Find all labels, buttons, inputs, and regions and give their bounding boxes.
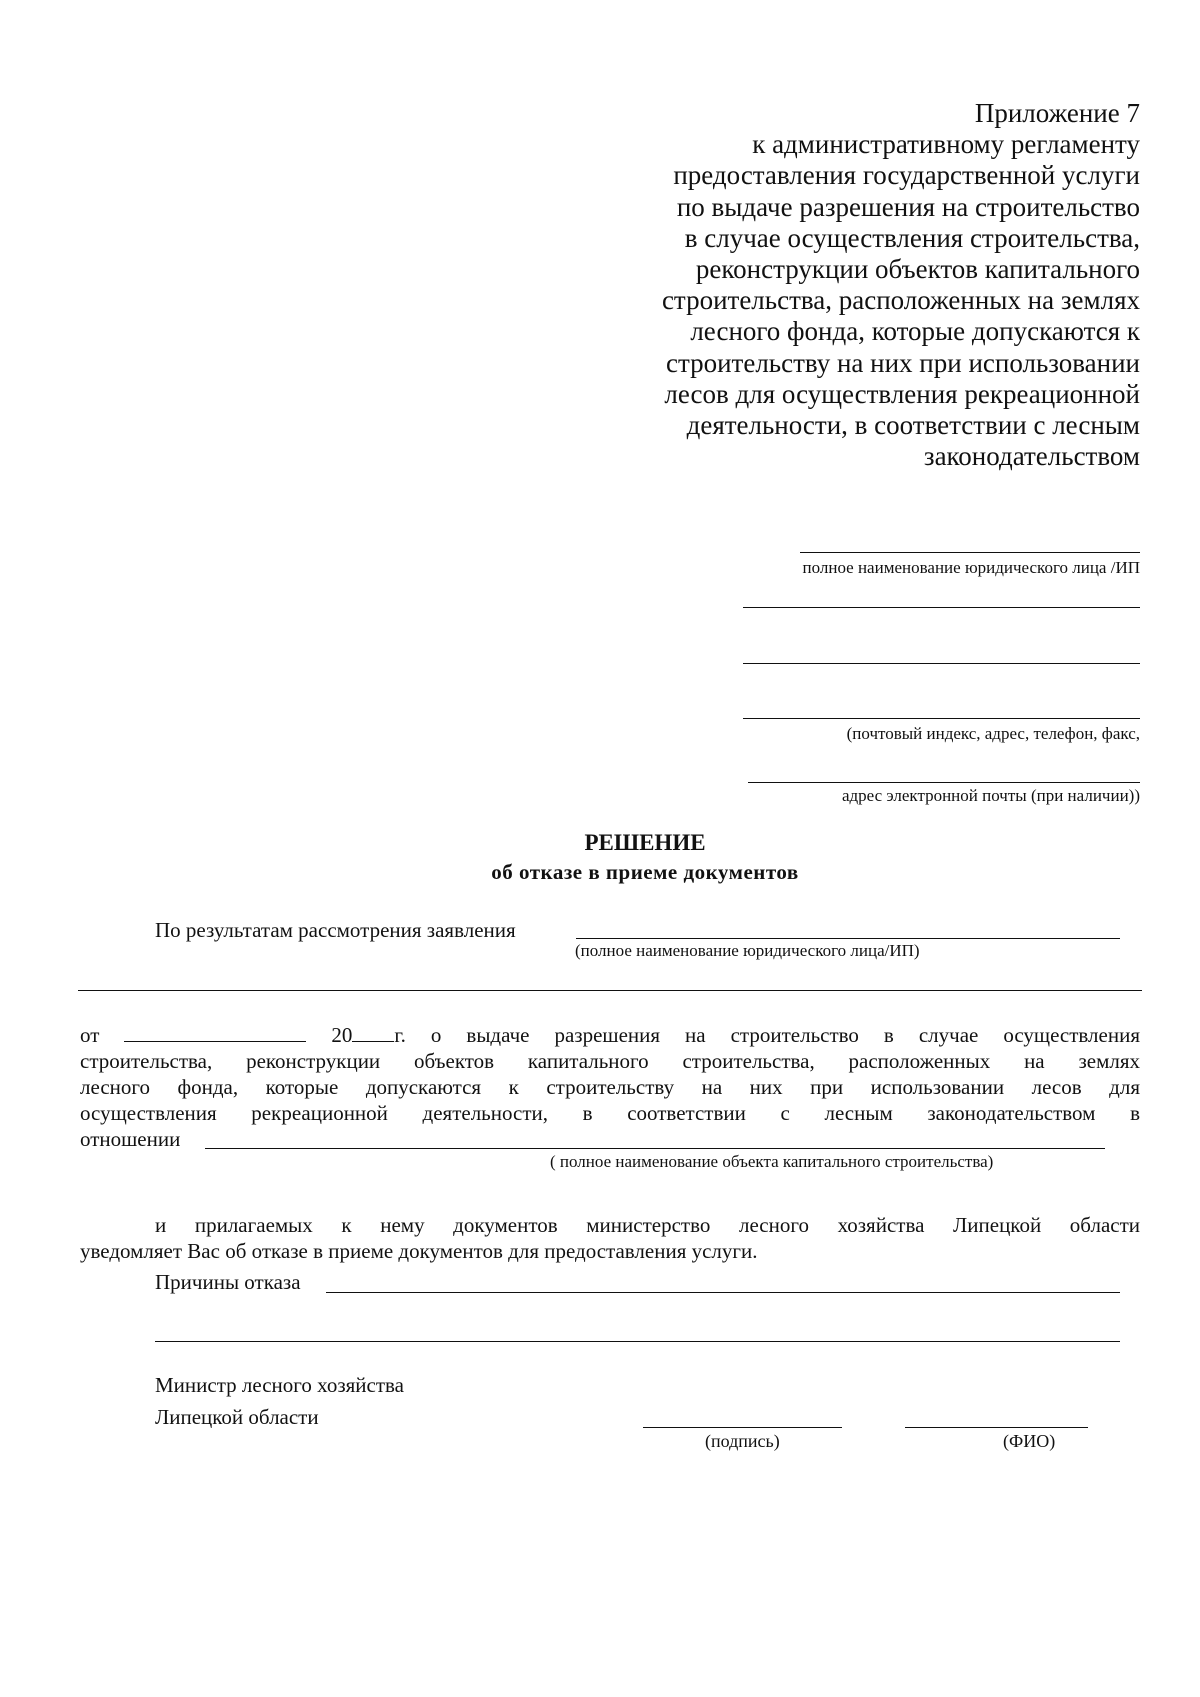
signatory-region: Липецкой области — [155, 1405, 319, 1429]
name-line[interactable] — [905, 1427, 1088, 1428]
paragraph-line-4: осуществления рекреационной деятельности, в соответствии с лесным законодательством в — [80, 1101, 1140, 1125]
name-caption: (ФИО) — [1003, 1431, 1056, 1451]
document-title: РЕШЕНИЕ — [584, 830, 706, 855]
appendix-line: деятельности, в соответствии с лесным — [686, 410, 1140, 441]
appendix-line: лесного фонда, которые допускаются к — [690, 316, 1140, 347]
object-caption: ( полное наименование объекта капитального строительства) — [550, 1152, 994, 1171]
reasons-label: Причины отказа — [155, 1270, 301, 1294]
appendix-line: законодательством — [923, 441, 1140, 472]
recipient-name-line[interactable] — [800, 552, 1140, 553]
recipient-email-caption: адрес электронной почты (при наличии)) — [841, 786, 1140, 805]
appendix-line: строительства, расположенных на землях — [661, 285, 1140, 316]
application-caption: (полное наименование юридического лица/ИП) — [575, 941, 920, 960]
attached-line-2: уведомляет Вас об отказе в приеме документов для предоставления услуги. — [80, 1239, 758, 1263]
appendix-line: в случае осуществления строительства, — [684, 222, 1140, 253]
appendix-line: Приложение 7 — [974, 98, 1140, 128]
recipient-name-caption: полное наименование юридического лица /ИП — [802, 558, 1140, 577]
attached-paragraph — [80, 1212, 1140, 1264]
appendix-line: к административному регламенту — [752, 129, 1140, 160]
signature-caption: (подпись) — [705, 1431, 780, 1451]
application-name-line[interactable] — [576, 938, 1120, 939]
application-text: По результатам рассмотрения заявления — [155, 918, 516, 942]
appendix-line: предоставления государственной услуги — [673, 160, 1140, 191]
year-prefix: 20 — [331, 1023, 353, 1047]
reasons-line-2[interactable] — [155, 1341, 1120, 1342]
appendix-header — [580, 98, 1140, 472]
year-blank[interactable] — [352, 1023, 394, 1042]
attached-text-1: и прилагаемых к нему документов министерство лесного хозяйства Липецкой области — [155, 1213, 1140, 1237]
paragraph-line-2: строительства, реконструкции объектов капитального строительства, расположенных на землях — [80, 1049, 1140, 1073]
paragraph-text: г. о выдаче разрешения на строительство в случае осуществления — [394, 1023, 1140, 1047]
appendix-line: строительству на них при использовании — [665, 347, 1140, 378]
recipient-address-line[interactable] — [743, 607, 1140, 608]
signature-line[interactable] — [643, 1427, 842, 1428]
signatory-position: Министр лесного хозяйства — [155, 1373, 404, 1397]
appendix-line: лесов для осуществления рекреационной — [664, 378, 1140, 409]
application-continuation-line[interactable] — [78, 990, 1142, 991]
reasons-line[interactable] — [326, 1292, 1120, 1293]
document-subtitle: об отказе в приеме документов — [491, 860, 799, 884]
appendix-line: по выдаче разрешения на строительство — [676, 191, 1140, 222]
in-relation-label: отношении — [80, 1127, 181, 1151]
recipient-address-line[interactable] — [743, 663, 1140, 664]
from-label: от — [80, 1023, 100, 1047]
paragraph-line-1 — [80, 1022, 1140, 1048]
recipient-address-caption: (почтовый индекс, адрес, телефон, факс, — [846, 724, 1140, 743]
recipient-email-line[interactable] — [748, 782, 1140, 783]
attached-line-1 — [80, 1212, 1140, 1238]
date-blank[interactable] — [124, 1023, 306, 1042]
recipient-address-line[interactable] — [743, 718, 1140, 719]
paragraph-line-3: лесного фонда, которые допускаются к строительству на них при использовании лесов для — [80, 1075, 1140, 1099]
object-name-line[interactable] — [205, 1148, 1105, 1149]
main-paragraph — [80, 1022, 1140, 1152]
appendix-line: реконструкции объектов капитального — [695, 254, 1140, 285]
